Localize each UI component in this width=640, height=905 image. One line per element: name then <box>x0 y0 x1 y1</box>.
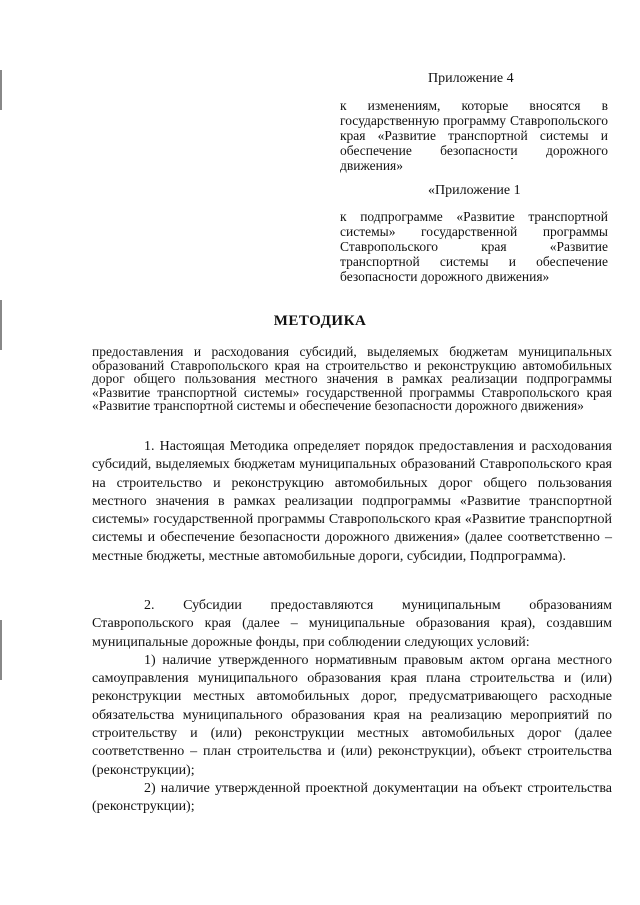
scan-edge-mark <box>0 70 2 110</box>
scan-speck <box>511 158 513 159</box>
inner-appendix-title: «Приложение 1 <box>428 183 521 198</box>
appendix-title: Приложение 4 <box>428 71 514 86</box>
document-subtitle: предоставления и расходования субсидий, выделяемых бюджетам муниципальных образований Ставропольского края на строительство и реконструкцию автомобильных дорог общего пользования местного значения в рамках реализации подпрограммы «Развитие транспортной системы» государственной программы Ставропольского края «Развитие транспортной системы и обеспечение безопасности дорожного движения» <box>92 344 612 413</box>
inner-appendix-subtitle: к подпрограмме «Развитие транспортной системы» государственной программы Ставропольского края «Развитие транспортной системы и обеспечение безопасности дорожного движения» <box>340 209 608 284</box>
paragraph-2: 2. Субсидии предоставляются муниципальным образованиям Ставропольского края (далее – муниципальные образования края), создавшим муниципальные дорожные фонды, при соблюдении следующих условий: <box>92 598 612 650</box>
paragraph-1: 1. Настоящая Методика определяет порядок предоставления и расходования субсидий, выделяемых бюджетам муниципальных образований Ставропольского края на строительство и реконструкцию автомобильных дорог общего пользования местного значения в рамках реализации подпрограммы «Развитие транспортной системы» государственной программы Ставропольского края «Развитие транспортной системы и обеспечение безопасности дорожного движения» (далее соответственно – местные бюджеты, местные автомобильные дороги, субсидии, Подпрограмма). <box>92 439 612 564</box>
paragraph-condition-2: 2) наличие утвержденной проектной документации на объект строительства (реконструкции); <box>92 780 612 815</box>
scan-edge-mark <box>0 620 2 680</box>
paragraph-condition-1: 1) наличие утвержденного нормативным правовым актом органа местного самоуправления муниципального образования края плана строительства и (или) реконструкции местных автомобильных дорог, предусматривающего расходные обязательства муниципального образования края на реализацию мероприятий по строительству и (или) реконструкции местных автомобильных дорог (далее соответственно – план строительства и (или) реконструкции), объект строительства (реконструкции); <box>92 652 612 778</box>
body-section-2 <box>92 597 612 817</box>
document-title: МЕТОДИКА <box>273 313 367 329</box>
body-section-1 <box>92 438 612 566</box>
appendix-subtitle: к изменениям, которые вносятся в государственную программу Ставропольского края «Развитие транспортной системы и обеспечение безопасности дорожного движения» <box>340 98 608 173</box>
